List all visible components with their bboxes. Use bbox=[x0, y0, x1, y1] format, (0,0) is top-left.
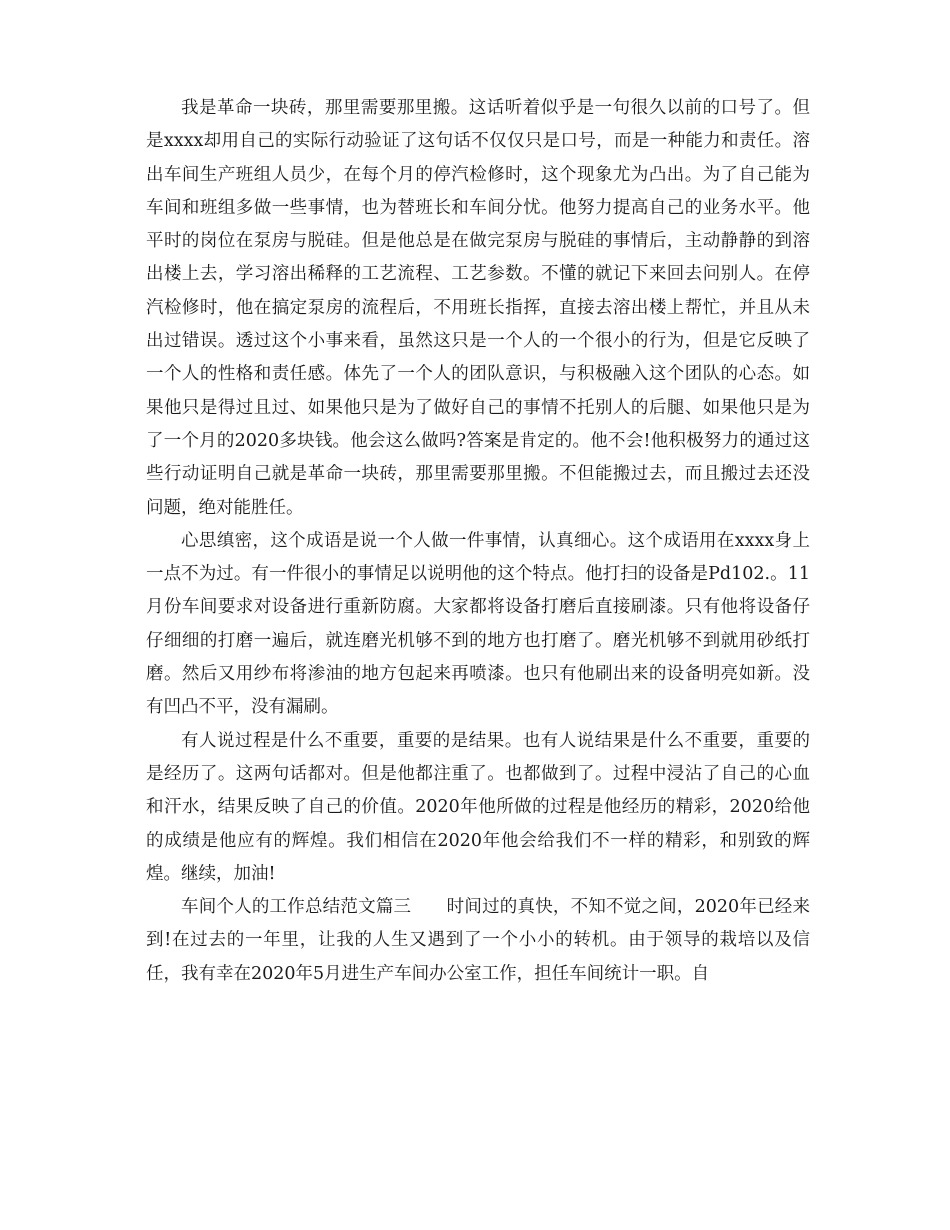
paragraph-2: 心思缜密，这个成语是说一个人做一件事情，认真细心。这个成语用在xxxx身上一点不为过。有一件很小的事情足以说明他的这个特点。他打扫的设备是Pd102.。11月份车间要求对设备进行重新防腐。大家都将设备打磨后直接刷漆。只有他将设备仔仔细细的打磨一遍后，就连磨光机够不到的地方也打磨了。磨光机够不到就用砂纸打磨。然后又用纱布将渗油的地方包起来再喷漆。也只有他刷出来的设备明亮如新。没有凹凸不平，没有漏刷。 bbox=[146, 530, 810, 718]
paragraph-4: 车间个人的工作总结范文篇三 时间过的真快，不知不觉之间，2020年已经来到!在过去的一年里，让我的人生又遇到了一个小小的转机。由于领导的栽培以及信任，我有幸在2020年5月进生产车间办公室工作，担任车间统计一职。自 bbox=[146, 897, 810, 984]
document-body bbox=[146, 92, 810, 991]
paragraph-1: 我是革命一块砖，那里需要那里搬。这话听着似乎是一句很久以前的口号了。但是xxxx却用自己的实际行动验证了这句话不仅仅只是口号，而是一种能力和责任。溶出车间生产班组人员少，在每个月的停汽检修时，这个现象尤为凸出。为了自己能为车间和班组多做一些事情，也为替班长和车间分忧。他努力提高自己的业务水平。他平时的岗位在泵房与脱硅。但是他总是在做完泵房与脱硅的事情后，主动静静的到溶出楼上去，学习溶出稀释的工艺流程、工艺参数。不懂的就记下来回去问别人。在停汽检修时，他在搞定泵房的流程后，不用班长指挥，直接去溶出楼上帮忙，并且从未出过错误。透过这个小事来看，虽然这只是一个人的一个很小的行为，但是它反映了一个人的性格和责任感。体先了一个人的团队意识，与积极融入这个团队的心态。如果他只是得过且过、如果他只是为了做好自己的事情不托别人的后腿、如果他只是为了一个月的2020多块钱。他会这么做吗?答案是肯定的。他不会!他积极努力的通过这些行动证明自己就是革命一块砖，那里需要那里搬。不但能搬过去，而且搬过去还没问题，绝对能胜任。 bbox=[146, 98, 810, 518]
paragraph-3: 有人说过程是什么不重要，重要的是结果。也有人说结果是什么不重要，重要的是经历了。这两句话都对。但是他都注重了。也都做到了。过程中浸沾了自己的心血和汗水，结果反映了自己的价值。2020年他所做的过程是他经历的精彩，2020给他的成绩是他应有的辉煌。我们相信在2020年他会给我们不一样的精彩，和别致的辉煌。继续，加油! bbox=[146, 730, 810, 884]
